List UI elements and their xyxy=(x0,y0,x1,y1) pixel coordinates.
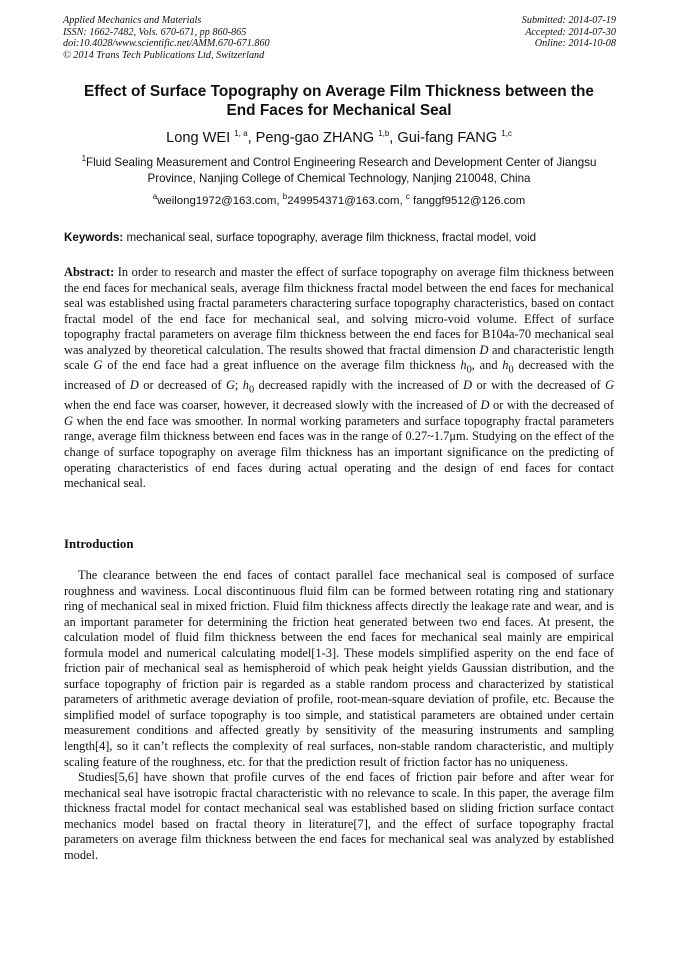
author-1-affil: 1, a xyxy=(234,129,248,139)
author-3-name: , Gui-fang FANG xyxy=(389,130,502,146)
symbol-h: h xyxy=(502,358,509,373)
symbol-d: D xyxy=(479,342,489,357)
paper-title xyxy=(60,82,618,120)
email-b-marker: b xyxy=(282,192,288,202)
author-emails xyxy=(60,194,618,209)
affiliation-line-2: Province, Nanjing College of Chemical Technology, Nanjing 210048, China xyxy=(147,172,531,185)
intro-paragraph-2: Studies[5,6] have shown that profile curves of the end faces of friction pair before and after wear for mechanical seal have isotropic fractal characteristic with no relevance to scale. In this paper, the average film thickness fractal model for contact mechanical seal was established based on sliding friction surface contact mechanics model based on fractal theory in literature[7], and the effect of surface topography fractal parameters on average film thickness between the end faces for mechanical seal was analyzed by established model. xyxy=(64,770,614,862)
symbol-h-subscript: 0 xyxy=(248,384,255,396)
affiliation-marker: 1 xyxy=(81,154,87,164)
symbol-g: G xyxy=(93,358,103,373)
symbol-h-subscript: 0 xyxy=(466,364,472,376)
date-online: Online: 2014-10-08 xyxy=(534,38,616,50)
abstract-text: decreased with the increased of xyxy=(64,358,614,393)
keywords xyxy=(64,230,624,245)
journal-header xyxy=(63,15,270,61)
email-a: weilong1972@163.com, xyxy=(157,195,283,207)
affiliation xyxy=(60,155,618,187)
title-line-2: End Faces for Mechanical Seal xyxy=(226,102,452,119)
section-heading-introduction: Introduction xyxy=(64,537,134,551)
abstract-text: decreased rapidly with the increased of xyxy=(254,378,464,393)
journal-issn: ISSN: 1662-7482, Vols. 670-671, pp 860-865 xyxy=(63,26,247,38)
abstract-text: or with the decreased of xyxy=(472,378,606,393)
author-2-affil: 1,b xyxy=(378,129,390,139)
symbol-g: G xyxy=(605,378,615,393)
intro-paragraph-1: The clearance between the end faces of contact parallel face mechanical seal is composed of surface roughness and waviness. Local discontinuous fluid film can be formed between rotating ring and stationary ring of mechanical seal in mixed friction. Fluid film thickness affects directly the leakage rate and wear, and is an important parameter for determining the friction heat generated between two end faces. At present, the calculation model of fluid film thickness between the end faces for mechanical seal mainly are empirical formula model and numerical calculating model[1-3]. These models simplified asperity on the end face of friction pair of mechanical seal as hemispheroid of which peak height yields Gaussian distribution, and the surface topography of friction pair is regarded as a stable random process and characterized by statistical parameters of arithmetic average deviation of profile, root-mean-square deviation of profile, etc. Because the simplified model of surface topography is too simple, and statistical parameters are obtained under certain measurement conditions and affected greatly by sensitivity of the measuring instruments and sampling length[4], so it can’t reflects the complexity of real surfaces, non-stable random characteristic, and multiply scaling feature of the roughness, etc. for that the prediction result of friction factor has no uniqueness. xyxy=(64,568,614,769)
title-line-1: Effect of Surface Topography on Average Film Thickness between the xyxy=(84,83,594,100)
symbol-h: h xyxy=(460,358,467,373)
journal-doi: doi:10.4028/www.scientific.net/AMM.670-671.860 xyxy=(63,38,270,50)
abstract-text: and characteristic length scale xyxy=(64,342,614,373)
abstract-text: or with the decreased of xyxy=(489,398,614,413)
symbol-g: G xyxy=(64,413,73,428)
symbol-g: G xyxy=(225,378,235,393)
abstract-text: In order to research and master the effect of surface topography on average film thickness between the end faces for mechanical seals, average film thickness fractal model between the end faces for mechanical seal was established using fractal parameters charactering surface topography characteristics, based on contact fractal model of the end face for mechanical seal, and solving micro-void volume. Effect of surface topography fractal parameters on average film thickness between the end faces for B104a-70 mechanical seal was analyzed by theoretical calculation. The results showed that fractal dimension xyxy=(64,265,614,357)
email-c: fanggf9512@126.com xyxy=(409,195,526,207)
symbol-d: D xyxy=(463,378,473,393)
introduction-body xyxy=(64,568,614,863)
abstract-text: when the end face was smoother. In normal working parameters and surface topography fractal parameters range, average film thickness between end faces was in the range of 0.27~1.7μm. Studying on the effect of the change of surface topography on average film thickness has an important significance on the predicting of operating characteristics of end faces during actual operating and the design of end faces for contact mechanical seal. xyxy=(64,413,614,491)
symbol-h-subscript: 0 xyxy=(508,364,514,376)
email-b: 249954371@163.com, xyxy=(287,195,406,207)
abstract-label: Abstract: xyxy=(64,265,115,279)
email-c-marker: c xyxy=(405,192,410,202)
abstract-text: , and xyxy=(471,358,503,373)
dates-header xyxy=(522,15,616,50)
keywords-label: Keywords: xyxy=(64,231,124,244)
email-a-marker: a xyxy=(152,192,158,202)
abstract-text: or decreased of xyxy=(138,378,226,393)
journal-copyright: © 2014 Trans Tech Publications Ltd, Switzerland xyxy=(63,49,265,61)
date-submitted: Submitted: 2014-07-19 xyxy=(521,15,616,26)
author-3-affil: 1,c xyxy=(501,129,512,139)
symbol-d: D xyxy=(129,378,139,393)
date-accepted: Accepted: 2014-07-30 xyxy=(525,26,616,38)
abstract-text: ; xyxy=(234,378,243,393)
author-2-name: , Peng-gao ZHANG xyxy=(247,130,379,146)
author-list xyxy=(60,129,618,147)
abstract xyxy=(64,265,614,492)
keywords-text: mechanical seal, surface topography, average film thickness, fractal model, void xyxy=(123,231,537,244)
affiliation-line-1: Fluid Sealing Measurement and Control Engineering Research and Development Center of Jiangsu xyxy=(86,156,597,169)
symbol-h: h xyxy=(242,378,249,393)
abstract-text: of the end face had a great influence on the average film thickness xyxy=(102,358,461,373)
abstract-text: when the end face was coarser, however, it decreased slowly with the increased of xyxy=(64,398,481,413)
author-1-name: Long WEI xyxy=(166,130,235,146)
journal-name: Applied Mechanics and Materials xyxy=(63,15,202,26)
symbol-d: D xyxy=(480,398,490,413)
